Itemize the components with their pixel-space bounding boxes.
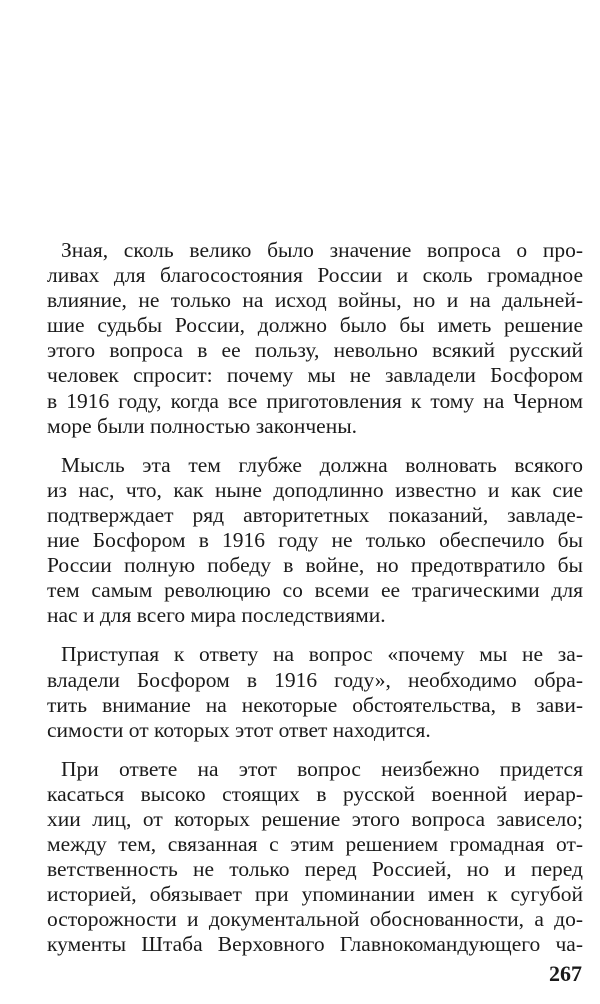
text-line: человек спросит: почему мы не завладели Босфором — [47, 363, 583, 388]
text-line: Мысль эта тем глубже должна волновать всякого — [61, 452, 583, 477]
text-line: осторожности и документальной обоснованности, а до- — [47, 907, 583, 932]
page-number: 267 — [549, 961, 582, 986]
text-line: касаться высоко стоящих в русской военной иерар- — [47, 781, 583, 806]
text-line: шие судьбы России, должно было бы иметь решение — [47, 313, 583, 338]
text-line: Приступая к ответу на вопрос «почему мы не за- — [61, 642, 583, 667]
text-line: подтверждает ряд авторитетных показаний, завладе- — [47, 502, 583, 527]
text-line: ливах для благосостояния России и сколь громадное — [47, 263, 583, 288]
text-line: этого вопроса в ее пользу, невольно всякий русский — [47, 338, 583, 363]
paragraph-2 — [47, 453, 583, 629]
text-line: между тем, связанная с этим решением громадная от- — [47, 832, 583, 857]
text-line: тем самым революцию со всеми ее трагическими для — [47, 578, 583, 603]
text-line: в 1916 году, когда все приготовления к тому на Черном — [47, 388, 583, 413]
paragraph-4 — [47, 757, 583, 958]
body-text — [47, 238, 583, 972]
paragraph-3 — [47, 642, 583, 742]
text-line: владели Босфором в 1916 году», необходимо обра- — [47, 667, 583, 692]
text-line: нас и для всего мира последствиями. — [47, 603, 386, 628]
text-line: Зная, сколь велико было значение вопроса о про- — [61, 238, 583, 262]
text-line: море были полностью закончены. — [47, 413, 358, 438]
text-line: ние Босфором в 1916 году не только обеспечило бы — [47, 528, 583, 553]
text-line: кументы Штаба Верховного Главнокомандующего ча- — [47, 932, 583, 957]
text-line: ветственность не только перед Россией, но и перед — [47, 857, 583, 882]
text-line: из нас, что, как ныне доподлинно известно и как сие — [47, 477, 583, 502]
text-line: При ответе на этот вопрос неизбежно придется — [61, 756, 583, 781]
text-line: России полную победу в войне, но предотвратило бы — [47, 553, 583, 578]
text-line: симости от которых этот ответ находится. — [47, 717, 431, 742]
text-line: историей, обязывает при упоминании имен к сугубой — [47, 882, 583, 907]
text-line: влияние, не только на исход войны, но и на дальней- — [47, 288, 583, 313]
text-line: тить внимание на некоторые обстоятельства, в зави- — [47, 692, 583, 717]
text-line: хии лиц, от которых решение этого вопроса зависело; — [47, 806, 583, 831]
paragraph-1 — [47, 238, 583, 439]
